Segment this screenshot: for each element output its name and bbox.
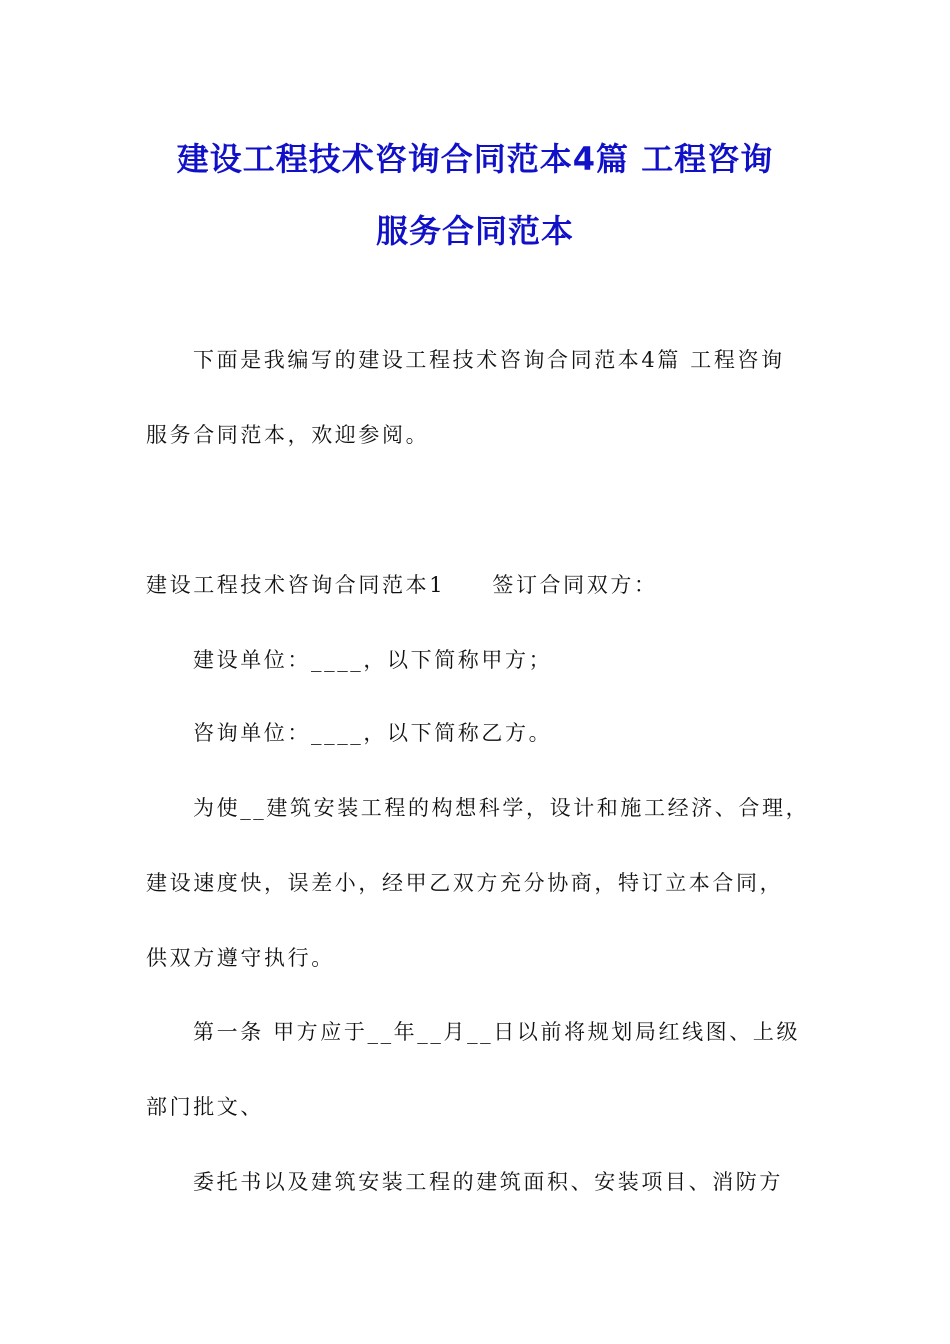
section-heading-contract-1: 建设工程技术咨询合同范本1 签订合同双方：: [146, 573, 658, 597]
purpose-paragraph-line-1: 为使__建筑安装工程的构想科学，设计和施工经济、合理，: [193, 796, 810, 820]
intro-paragraph-line-2: 服务合同范本，欢迎参阅。: [146, 423, 430, 447]
purpose-paragraph-line-3: 供双方遵守执行。: [146, 946, 335, 970]
purpose-paragraph-line-2: 建设速度快，误差小，经甲乙双方充分协商，特订立本合同，: [146, 871, 784, 895]
article-1-line-2: 部门批文、: [146, 1095, 264, 1119]
party-b-line: 咨询单位：____，以下简称乙方。: [193, 721, 553, 745]
article-1-line-1: 第一条 甲方应于__年__月__日以前将规划局红线图、上级: [193, 1020, 801, 1044]
document-title-line-2: 服务合同范本: [375, 212, 574, 250]
document-title-line-1: 建设工程技术咨询合同范本4篇 工程咨询: [176, 140, 774, 178]
party-a-line: 建设单位：____，以下简称甲方；: [193, 648, 553, 672]
intro-paragraph-line-1: 下面是我编写的建设工程技术咨询合同范本4篇 工程咨询: [193, 348, 785, 372]
article-1-line-3: 委托书以及建筑安装工程的建筑面积、安装项目、消防方: [193, 1170, 783, 1194]
